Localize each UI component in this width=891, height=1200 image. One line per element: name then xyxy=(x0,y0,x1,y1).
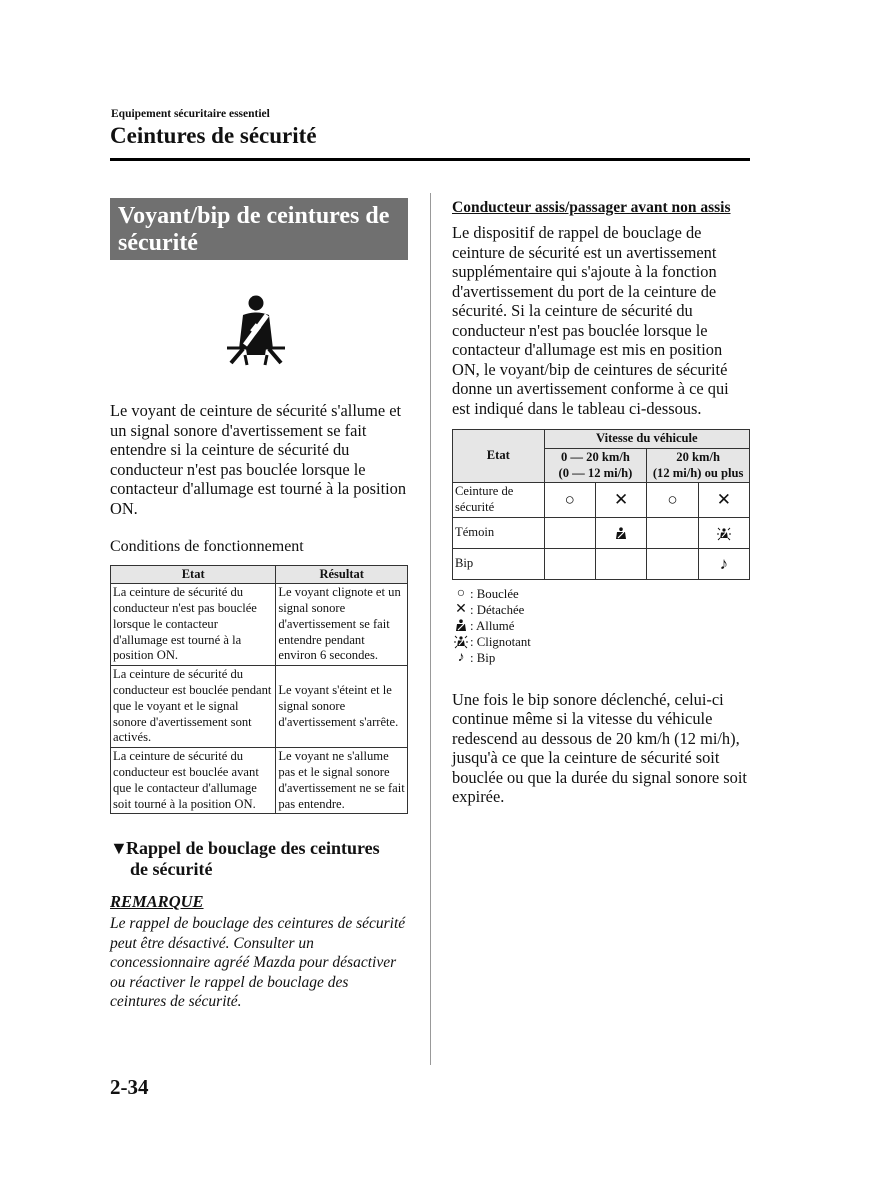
legend-item xyxy=(452,650,750,666)
table-cell: La ceinture de sécurité du conducteur est bouclée pendant que le voyant et le signal sonore d'avertissement sont activés. xyxy=(111,666,276,748)
legend-label: : Allumé xyxy=(470,618,515,633)
table-header-high-speed xyxy=(647,448,750,483)
table-header-etat: Etat xyxy=(453,430,545,483)
left-column xyxy=(110,198,408,1012)
right-column xyxy=(452,198,750,807)
row-label: Témoin xyxy=(453,517,545,548)
conditions-title: Conditions de fonctionnement xyxy=(110,538,304,555)
section-label: Equipement sécuritaire essentiel xyxy=(111,108,270,120)
beep-duration-paragraph: Une fois le bip sonore déclenché, celui-ci continue même si la vitesse du véhicule redescend au dessous de 20 km/h (12 mi/h), jusqu'à ce que la ceinture de sécurité soit bouclée ou que la durée du signal sonore soit expirée. xyxy=(452,689,747,807)
seatbelt-lit-icon xyxy=(595,517,646,548)
table-cell xyxy=(647,517,698,548)
seatbelt-lit-icon xyxy=(452,618,470,634)
seatbelt-warning-icon xyxy=(223,293,289,367)
table-header-speed: Vitesse du véhicule xyxy=(544,430,749,449)
beep-note-icon: ♪ xyxy=(698,548,749,579)
column-divider xyxy=(430,193,431,1065)
circle-icon: ○ xyxy=(647,483,698,518)
table-cell: La ceinture de sécurité du conducteur n'est pas bouclée lorsque le contacteur d'allumage est tourné à la position ON. xyxy=(111,584,276,666)
cross-icon: ✕ xyxy=(698,483,749,518)
table-cell: Le voyant s'éteint et le signal sonore d'avertissement s'arrête. xyxy=(276,666,408,748)
row-label: Bip xyxy=(453,548,545,579)
section-banner: Voyant/bip de ceintures de sécurité xyxy=(110,198,408,260)
table-row xyxy=(453,483,750,518)
legend-label: : Clignotant xyxy=(470,634,531,649)
seatbelt-flash-icon xyxy=(452,634,470,650)
legend-item xyxy=(452,586,750,602)
legend-label: : Bip xyxy=(470,650,496,665)
table-header-etat: Etat xyxy=(111,565,276,584)
symbol-legend xyxy=(452,586,750,666)
high-speed-line1: 20 km/h xyxy=(676,449,721,464)
page-number: 2-34 xyxy=(110,1075,149,1099)
table-row xyxy=(111,748,408,814)
table-cell xyxy=(544,548,595,579)
table-header-low-speed xyxy=(544,448,647,483)
table-cell: Le voyant clignote et un signal sonore d'avertissement se fait entendre pendant environ 6 secondes. xyxy=(276,584,408,666)
table-header-resultat: Résultat xyxy=(276,565,408,584)
seatbelt-flash-icon xyxy=(698,517,749,548)
cross-icon: ✕ xyxy=(595,483,646,518)
table-cell: La ceinture de sécurité du conducteur est bouclée avant que le contacteur d'allumage soit tourné à la position ON. xyxy=(111,748,276,814)
high-speed-line2: (12 mi/h) ou plus xyxy=(652,465,744,480)
legend-label: : Bouclée xyxy=(470,586,519,601)
legend-item xyxy=(452,618,750,634)
subheading-line1: Rappel de bouclage des ceintures xyxy=(126,838,380,859)
low-speed-line1: 0 — 20 km/h xyxy=(560,449,630,464)
table-row xyxy=(453,548,750,579)
page-title: Ceintures de sécurité xyxy=(110,123,317,148)
table-cell xyxy=(544,517,595,548)
circle-icon: ○ xyxy=(456,585,466,601)
speed-table xyxy=(452,429,750,580)
subheading-line2: de sécurité xyxy=(130,859,213,880)
table-cell xyxy=(595,548,646,579)
note-text: Le rappel de bouclage des ceintures de sécurité peut être désactivé. Consulter un concessionnaire agréé Mazda pour désactiver ou réactiver le rappel de bouclage des ceintures de sécurité. xyxy=(110,915,406,1011)
triangle-marker-icon: ▼ xyxy=(110,838,128,859)
subsection-heading xyxy=(110,838,408,880)
table-cell xyxy=(647,548,698,579)
intro-paragraph: Le voyant de ceinture de sécurité s'allume et un signal sonore d'avertissement se fait entendre si la ceinture de sécurité du conducteur n'est pas bouclée lorsque le contacteur d'allumage est tourné à la position ON. xyxy=(110,401,407,518)
right-heading: Conducteur assis/passager avant non assis xyxy=(452,199,731,216)
reminder-paragraph: Le dispositif de rappel de bouclage de ceinture de sécurité est un avertissement supplémentaire qui s'ajoute à la fonction d'avertissement du port de la ceinture de sécurité. Si la ceinture de sécurité du conducteur n'est pas bouclée lorsque le contacteur d'allumage est mis en position ON, le voyant/bip de ceintures de sécurité donne un avertissement conforme à ce qui est indiqué dans le tableau ci-dessous. xyxy=(452,223,729,418)
low-speed-line2: (0 — 12 mi/h) xyxy=(558,465,633,480)
table-row xyxy=(453,517,750,548)
table-cell: Le voyant ne s'allume pas et le signal sonore d'avertissement ne se fait pas entendre. xyxy=(276,748,408,814)
circle-icon: ○ xyxy=(544,483,595,518)
row-label: Ceinture de sécurité xyxy=(453,483,545,518)
table-row xyxy=(111,666,408,748)
conditions-table xyxy=(110,565,408,815)
beep-note-icon: ♪ xyxy=(457,649,465,665)
legend-label: : Détachée xyxy=(470,602,525,617)
note-title: REMARQUE xyxy=(110,892,204,912)
table-row xyxy=(111,584,408,666)
legend-item xyxy=(452,634,750,650)
cross-icon: ✕ xyxy=(455,601,467,617)
header-rule xyxy=(110,158,750,161)
legend-item xyxy=(452,602,750,618)
